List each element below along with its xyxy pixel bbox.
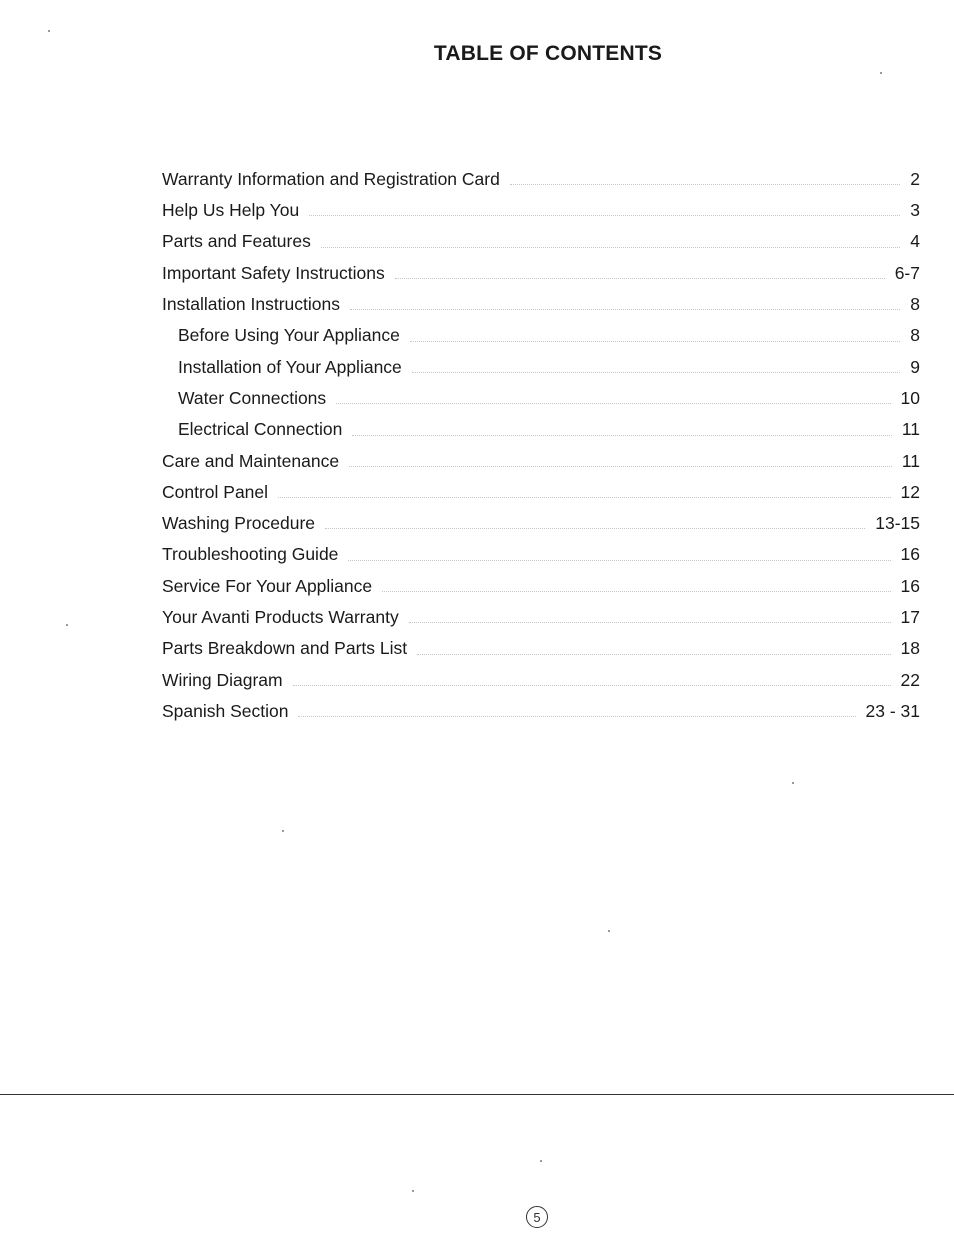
toc-subentry-label: Water Connections — [178, 387, 327, 408]
toc-entry — [162, 477, 920, 508]
toc-entry-label: Wiring Diagram — [162, 669, 283, 690]
page-number: 5 — [533, 1209, 541, 1225]
toc-subentry-page: 9 — [910, 356, 920, 377]
toc-entry — [162, 289, 920, 320]
dot-leader — [417, 654, 890, 655]
toc-subentry-label: Before Using Your Appliance — [178, 325, 400, 346]
toc-entry — [162, 633, 920, 664]
toc-entry-label: Warranty Information and Registration Card — [162, 168, 500, 189]
toc-entry-page: 12 — [900, 481, 920, 502]
toc-entry-label: Washing Procedure — [162, 513, 316, 534]
toc-entry-page: 8 — [910, 294, 920, 315]
toc-entry-label: Care and Maintenance — [162, 450, 340, 471]
toc-entry-page: 16 — [900, 544, 920, 565]
toc-subentry — [162, 383, 920, 414]
dot-leader — [325, 528, 865, 529]
toc-entry — [162, 195, 920, 226]
toc-entry-label: Parts and Features — [162, 231, 311, 252]
dot-leader — [350, 309, 900, 310]
toc-entry-page: 4 — [910, 231, 920, 252]
dot-leader — [382, 591, 890, 592]
scan-speck — [792, 782, 794, 784]
toc-entry-page: 16 — [900, 575, 920, 596]
toc-entry — [162, 665, 920, 696]
toc-entry-page: 18 — [900, 638, 920, 659]
toc-entry-label: Troubleshooting Guide — [162, 544, 339, 565]
dot-leader — [336, 403, 890, 404]
dot-leader — [409, 622, 891, 623]
dot-leader — [348, 560, 890, 561]
toc-entry — [162, 164, 920, 195]
toc-entry-page: 11 — [901, 450, 920, 471]
toc-entry — [162, 508, 920, 539]
toc-entry — [162, 540, 920, 571]
toc-subentry-label: Installation of Your Appliance — [178, 356, 402, 377]
dot-leader — [395, 278, 885, 279]
toc-entry-label: Spanish Section — [162, 700, 289, 721]
toc-subentry — [162, 352, 920, 383]
toc-entry — [162, 446, 920, 477]
toc-entry-label: Help Us Help You — [162, 200, 300, 221]
toc-entry — [162, 696, 920, 727]
scan-speck — [880, 72, 882, 74]
toc-subentry-label: Electrical Connection — [178, 419, 343, 440]
dot-leader — [352, 435, 891, 436]
scan-speck — [66, 624, 68, 626]
dot-leader — [278, 497, 890, 498]
dot-leader — [410, 341, 900, 342]
toc-entry-page: 2 — [910, 168, 920, 189]
toc-entry-label: Important Safety Instructions — [162, 262, 385, 283]
toc-entry-label: Parts Breakdown and Parts List — [162, 638, 408, 659]
dot-leader — [298, 716, 855, 717]
toc-entry — [162, 602, 920, 633]
page-title: TABLE OF CONTENTS — [433, 42, 663, 65]
dot-leader — [309, 215, 900, 216]
toc-list — [162, 164, 920, 727]
toc-entry-page: 23 - 31 — [865, 700, 920, 721]
toc-entry-label: Your Avanti Products Warranty — [162, 607, 399, 628]
toc-entry — [162, 258, 920, 289]
toc-entry-page: 22 — [900, 669, 920, 690]
scan-speck — [540, 1160, 542, 1162]
page-number-badge — [526, 1206, 548, 1228]
toc-subentry — [162, 320, 920, 351]
scan-speck — [48, 30, 50, 32]
toc-entry-page: 6-7 — [894, 262, 920, 283]
toc-entry-page: 13-15 — [875, 513, 920, 534]
dot-leader — [510, 184, 900, 185]
toc-entry-label: Control Panel — [162, 481, 269, 502]
dot-leader — [321, 247, 900, 248]
scan-speck — [412, 1190, 414, 1192]
toc-entry-label: Service For Your Appliance — [162, 575, 373, 596]
dot-leader — [349, 466, 892, 467]
toc-subentry-page: 10 — [900, 387, 920, 408]
toc-entry-label: Installation Instructions — [162, 294, 341, 315]
toc-entry-page: 17 — [900, 607, 920, 628]
scan-speck — [282, 830, 284, 832]
dot-leader — [293, 685, 891, 686]
toc-subentry — [162, 414, 920, 445]
dot-leader — [412, 372, 900, 373]
toc-entry — [162, 227, 920, 258]
scan-speck — [608, 930, 610, 932]
toc-subentry-page: 8 — [910, 325, 920, 346]
toc-entry-page: 3 — [910, 200, 920, 221]
footer-divider — [0, 1094, 954, 1095]
toc-entry — [162, 571, 920, 602]
toc-subentry-page: 11 — [901, 419, 920, 440]
